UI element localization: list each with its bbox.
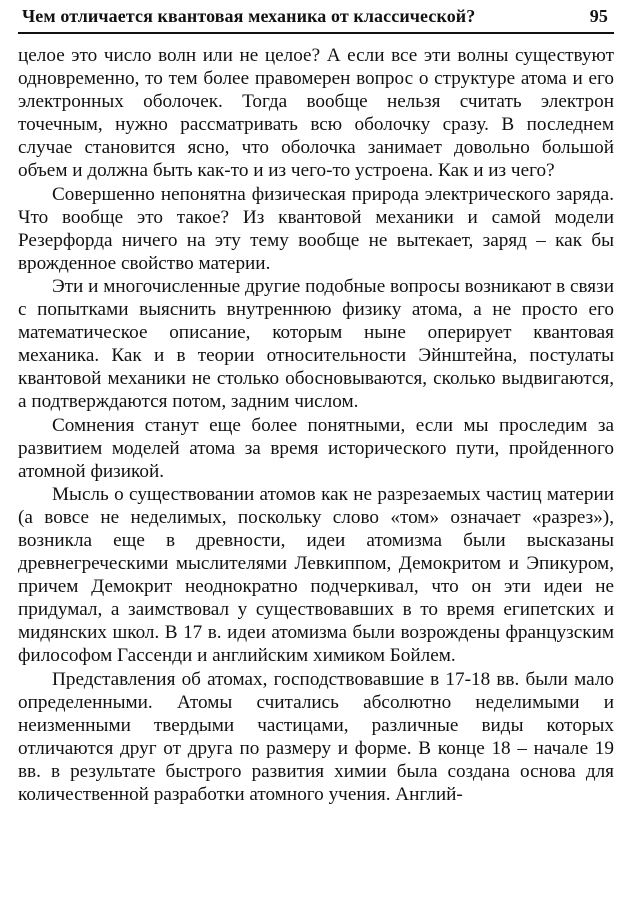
paragraph: Эти и многочисленные другие подобные вопросы возникают в связи с попытками выяснить внутреннюю физику атома, а не просто его математическое описание, которым ныне оперирует квантовая механика. Как и в теории относительности Эйнштейна, постулаты квантовой механики не столько обосновываются, сколько выдвигаются, а подтверждаются потом, задним числом. [18, 275, 614, 413]
body-text [18, 44, 614, 806]
paragraph: Совершенно непонятна физическая природа электрического заряда. Что вообще это такое? Из квантовой механики и самой модели Резерфорда ничего на эту тему вообще не вытекает, заряд – как бы врожденное свойство материи. [18, 183, 614, 274]
paragraph: Представления об атомах, господствовавшие в 17-18 вв. были мало определенными. Атомы считались абсолютно неделимыми и неизменными твердыми частицами, различные виды которых отличаются друг от друга по размеру и форме. В конце 18 – начале 19 вв. в результате быстрого развития химии была создана основа для количественной разработки атомного учения. Англий- [18, 668, 614, 805]
chapter-title: Чем отличается квантовая механика от классической? [22, 6, 476, 26]
book-page [18, 6, 614, 896]
page-number: 95 [589, 6, 608, 26]
running-header [18, 6, 614, 34]
paragraph-continued: целое это число волн или не целое? А если все эти волны существуют одновременно, то тем более правомерен вопрос о структуре атома и его электронных оболочек. Тогда вообще нельзя считать электрон точечным, нужно рассматривать всю оболочку сразу. В последнем случае становится ясно, что оболочка занимает довольно большой объем и должна быть как-то и из чего-то устроена. Как и из чего? [18, 45, 614, 182]
paragraph: Мысль о существовании атомов как не разрезаемых частиц материи (а вовсе не неделимых, поскольку слово «том» означает «разрез»), возникла еще в древности, идеи атомизма были высказаны древнегреческими мыслителями Левкиппом, Демокритом и Эпикуром, причем Демокрит неоднократно подчеркивал, что он эти идеи не придумал, а заимствовал у существовавших в то время египетских и мидянских школ. В 17 в. идеи атомизма были возрождены французским философом Гассенди и английским химиком Бойлем. [18, 483, 614, 667]
paragraph: Сомнения станут еще более понятными, если мы проследим за развитием моделей атома за время исторического пути, пройденного атомной физикой. [18, 414, 614, 482]
